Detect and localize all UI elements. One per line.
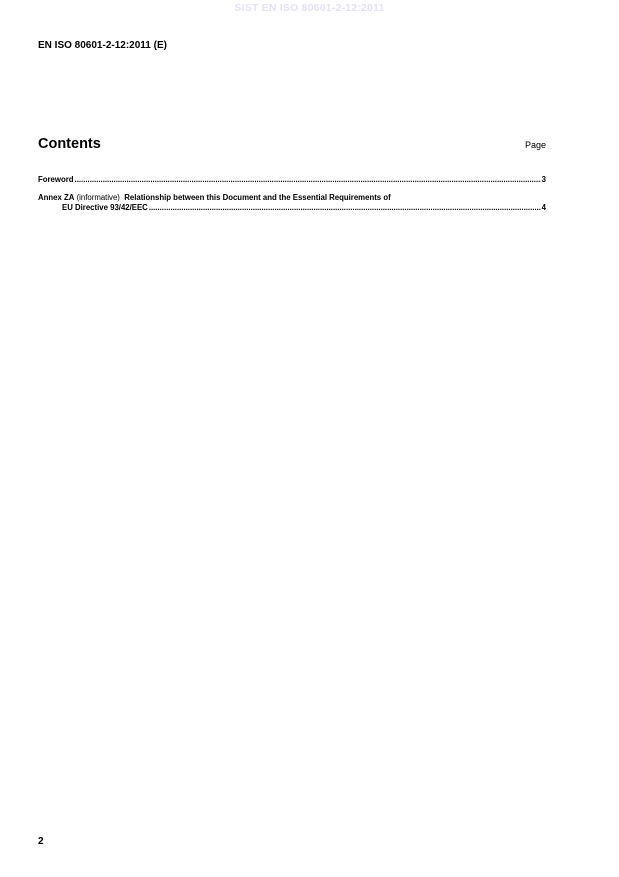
toc-entry-line [38, 193, 546, 203]
toc-entry-foreword[interactable] [38, 175, 546, 185]
toc-entry-title: Relationship between this Document and the Essential Requirements of [124, 193, 391, 202]
toc-entry-prefix: Annex ZA [38, 193, 75, 202]
dot-leader [75, 175, 541, 185]
toc-entry-line [38, 203, 546, 213]
toc-entry-title: Foreword [38, 175, 74, 184]
page-number: 2 [38, 836, 44, 847]
contents-heading-row [38, 136, 546, 152]
page-column-label: Page [524, 140, 546, 150]
table-of-contents [38, 175, 546, 213]
contents-title: Contents [38, 136, 101, 152]
dot-leader [149, 203, 541, 213]
document-identifier: EN ISO 80601-2-12:2011 (E) [38, 40, 167, 51]
toc-entry-qualifier: (informative) [76, 193, 120, 202]
toc-entry-annex-za[interactable] [38, 193, 546, 213]
toc-entry-page: 4 [541, 203, 546, 212]
watermark: SIST EN ISO 80601-2-12:2011 [234, 2, 385, 14]
toc-entry-title-continued: EU Directive 93/42/EEC [62, 203, 148, 212]
toc-entry-page: 3 [541, 175, 546, 184]
